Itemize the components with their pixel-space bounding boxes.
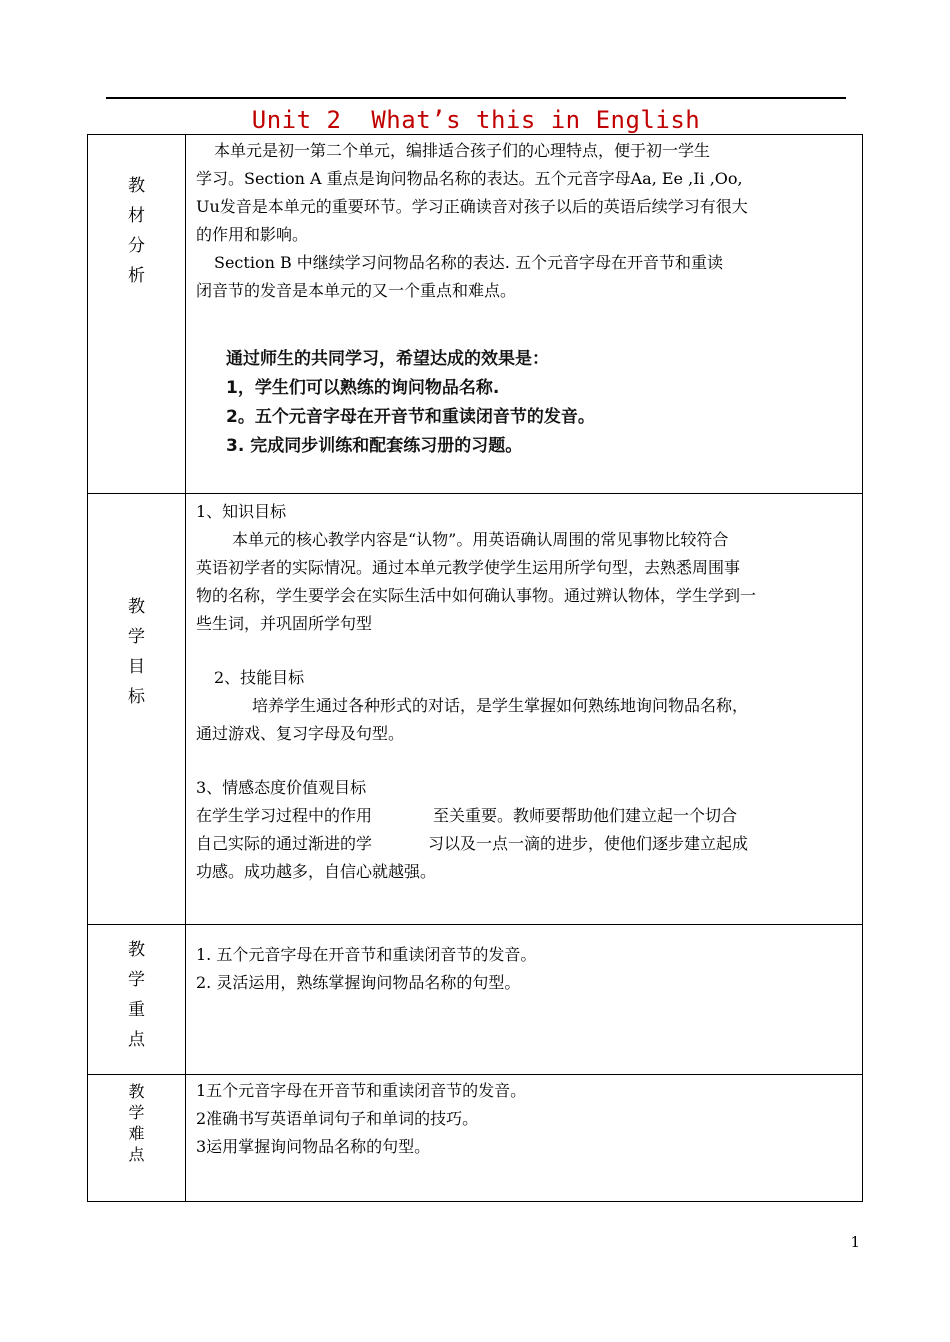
outcome-item: 1，学生们可以熟练的询问物品名称. <box>226 378 500 398</box>
row-teaching-objectives <box>88 494 863 925</box>
key-point-item: 2. 灵活运用，熟练掌握询问物品名称的句型。 <box>196 973 521 992</box>
label-difficulties <box>88 1081 185 1165</box>
knowledge-line: 英语初学者的实际情况。通过本单元教学使学生运用所学句型，去熟悉周围事 <box>196 558 741 577</box>
skill-heading: 2、技能目标 <box>214 668 305 687</box>
label-cell-objectives <box>88 494 186 925</box>
outcome-item: 3. 完成同步训练和配套练习册的习题。 <box>226 436 523 456</box>
emotion-line: 自己实际的通过渐进的学 习以及一点一滴的进步，使他们逐步建立起成 <box>196 834 748 853</box>
label-char: 教 <box>128 940 145 960</box>
key-point-item: 1. 五个元音字母在开音节和重读闭音节的发音。 <box>196 945 537 964</box>
label-char: 点 <box>128 1145 145 1164</box>
label-char: 重 <box>128 1000 145 1020</box>
difficulty-item: 2准确书写英语单词句子和单词的技巧。 <box>196 1109 479 1128</box>
label-char: 目 <box>128 657 145 677</box>
label-char: 教 <box>128 1082 145 1101</box>
analysis-line: 的作用和影响。 <box>196 225 309 244</box>
content-cell-key-points <box>186 925 863 1075</box>
row-textbook-analysis <box>88 135 863 494</box>
knowledge-line: 些生词，并巩固所学句型 <box>196 614 373 633</box>
label-char: 学 <box>128 1103 145 1122</box>
emotion-heading: 3、情感态度价值观目标 <box>196 778 367 797</box>
label-char: 教 <box>128 176 145 196</box>
analysis-line: Uu发音是本单元的重要环节。学习正确读音对孩子以后的英语后续学习有很大 <box>196 197 748 216</box>
analysis-line: 闭音节的发音是本单元的又一个重点和难点。 <box>196 281 517 300</box>
label-char: 难 <box>128 1124 145 1143</box>
difficulty-item: 1五个元音字母在开音节和重读闭音节的发音。 <box>196 1081 527 1100</box>
lesson-plan-table <box>87 134 863 1202</box>
row-key-points <box>88 925 863 1075</box>
label-cell-analysis <box>88 135 186 494</box>
spacer <box>196 748 854 774</box>
page-number: 1 <box>850 1233 860 1251</box>
label-char: 析 <box>128 266 145 286</box>
document-title: Unit 2 What’s this in English <box>251 106 701 134</box>
label-char: 点 <box>128 1030 145 1050</box>
label-teaching-objectives <box>88 592 185 712</box>
content-cell-analysis <box>186 135 863 494</box>
analysis-line: Section B 中继续学习问物品名称的表达. 五个元音字母在开音节和重读 <box>214 253 723 272</box>
label-char: 学 <box>128 970 145 990</box>
header-rule <box>106 97 846 99</box>
label-key-points <box>88 935 185 1055</box>
content-cell-objectives <box>186 494 863 925</box>
label-textbook-analysis <box>88 171 185 291</box>
outcome-item: 2。五个元音字母在开音节和重读闭音节的发音。 <box>226 407 595 427</box>
emotion-line: 功感。成功越多，自信心就越强。 <box>196 862 437 881</box>
label-char: 教 <box>128 597 145 617</box>
knowledge-line: 物的名称，学生要学会在实际生活中如何确认事物。通过辨认物体，学生学到一 <box>196 586 757 605</box>
label-char: 材 <box>128 206 145 226</box>
skill-line: 通过游戏、复习字母及句型。 <box>196 724 405 743</box>
analysis-line: 学习。Section A 重点是询问物品名称的表达。五个元音字母Aa, Ee ,Ii ,Oo, <box>196 169 743 188</box>
label-char: 学 <box>128 627 145 647</box>
label-char: 分 <box>128 236 145 256</box>
outcome-heading: 通过师生的共同学习，希望达成的效果是： <box>226 349 549 369</box>
label-cell-key-points <box>88 925 186 1075</box>
knowledge-heading: 1、知识目标 <box>196 502 287 521</box>
expected-outcomes-image <box>226 345 854 461</box>
emotion-line: 在学生学习过程中的作用 至关重要。教师要帮助他们建立起一个切合 <box>196 806 738 825</box>
analysis-line: 本单元是初一第二个单元，编排适合孩子们的心理特点，便于初一学生 <box>214 141 711 160</box>
knowledge-line: 本单元的核心教学内容是“认物”。用英语确认周围的常见事物比较符合 <box>232 530 729 549</box>
difficulty-item: 3运用掌握询问物品名称的句型。 <box>196 1137 431 1156</box>
row-difficulties <box>88 1075 863 1202</box>
skill-line: 培养学生通过各种形式的对话，是学生掌握如何熟练地询问物品名称， <box>252 696 749 715</box>
label-char: 标 <box>128 687 145 707</box>
content-cell-difficulties <box>186 1075 863 1202</box>
spacer <box>196 638 854 664</box>
label-cell-difficulties <box>88 1075 186 1202</box>
